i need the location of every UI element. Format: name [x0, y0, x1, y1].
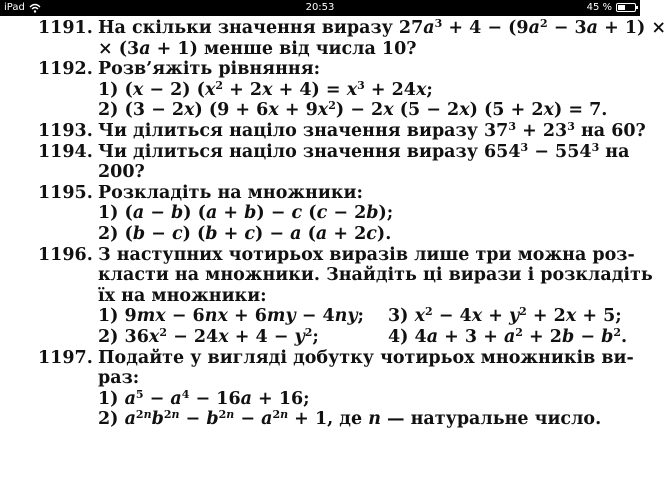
problem-1197-line-1 [0, 348, 640, 369]
textbook-page [0, 17, 666, 430]
problem-number-1195: 1195. [38, 182, 93, 203]
problem-1194-line-1 [0, 142, 640, 163]
problem-number-1194: 1194. [38, 141, 93, 162]
problem-text: раз: [98, 368, 140, 389]
problem-1191-line-1 [0, 17, 666, 39]
problem-text: 1) (x − 2) $(x^2 + 2x + 4) = x^3 + 24x$; [98, 78, 433, 100]
problem-text: Чи ділиться націло значення виразу $37^3 + 23^3$ на 60? [98, 119, 646, 141]
status-bar [0, 0, 640, 16]
problem-1194-line-2 [0, 162, 640, 183]
problem-1193-line-1 [0, 119, 646, 142]
problem-1196-line-4 [0, 306, 640, 327]
problem-1196-line-3 [0, 286, 640, 307]
problem-1196-line-5 [0, 327, 640, 348]
problem-1192-line-2 [0, 80, 640, 101]
problem-text: Чи ділиться націло значення виразу $654^3 - 554^3$ на [98, 140, 630, 162]
problem-1197-line-2 [0, 368, 640, 389]
problem-text: Подайте у вигляді добутку чотирьох множників ви- [98, 347, 634, 368]
problem-text: 200? [98, 162, 145, 183]
device-label: iPad [4, 2, 25, 13]
problem-text: 1) $a^5 - a^4 - 16a + 16$; [98, 387, 310, 409]
problem-text: Розв’яжіть рівняння: [98, 59, 321, 80]
problem-text: Розкладіть на множники: [98, 182, 363, 203]
status-bar-right [587, 2, 636, 13]
problem-number-1192: 1192. [38, 59, 93, 80]
battery-percent: 45 % [586, 2, 612, 13]
battery-icon [616, 3, 636, 12]
problem-text: 2) $36x^2 - 24x + 4 - y^2$; [98, 325, 319, 347]
problem-text: × (3a + 1) менше від числа 10? [98, 38, 417, 59]
problem-text: 2) $a^{2n}b^{2n} - b^{2n} - a^{2n} + 1$, де n — натуральне число. [98, 408, 602, 430]
problem-1195-line-3 [0, 224, 640, 245]
problem-1192-line-3 [0, 100, 640, 121]
problem-1191-line-2 [0, 39, 640, 60]
problem-text: 1) (a − b) (a + b) − c (c − 2b); [98, 203, 394, 224]
problem-1195-line-1 [0, 183, 640, 204]
problem-text: 2) (3 − 2x) $(9 + 6x + 9x^2) - 2x$ (5 − 2x) (5 + 2x) = 7. [98, 99, 608, 121]
problem-number-1197: 1197. [38, 347, 93, 368]
problem-number-1193: 1193. [38, 120, 93, 141]
problem-1197-line-3 [0, 389, 640, 410]
problem-text: З наступних чотирьох виразів лише три можна роз- [98, 244, 635, 265]
battery-fill [618, 5, 625, 10]
problem-text: їх на множники: [98, 285, 267, 306]
problem-1197-line-4 [0, 409, 640, 430]
problem-number-1196: 1196. [38, 244, 93, 265]
problem-text: класти на множники. Знайдіть ці вирази і розкладіть [98, 265, 653, 286]
problem-text: 2) (b − c) (b + c) − a (a + 2c). [98, 223, 392, 244]
problem-text: 3) $x^2 - 4x + y^2 + 2x + 5$; [388, 305, 622, 327]
problem-number-1191: 1191. [38, 18, 93, 38]
problem-1196-line-1 [0, 245, 640, 266]
problem-text: 1) 9mx − 6nx + 6my − 4ny; [98, 306, 365, 327]
problem-1192-line-1 [0, 59, 640, 80]
clock: 20:53 [305, 2, 335, 13]
problem-text: На скільки значення виразу $27a^3 + 4 - (9a^2 - 3a + 1)$ × [98, 17, 666, 38]
problem-text: 4) $4a + 3 + a^2 + 2b - b^2$. [388, 325, 628, 347]
problem-1196-line-2 [0, 265, 653, 286]
problem-1195-line-2 [0, 203, 640, 224]
